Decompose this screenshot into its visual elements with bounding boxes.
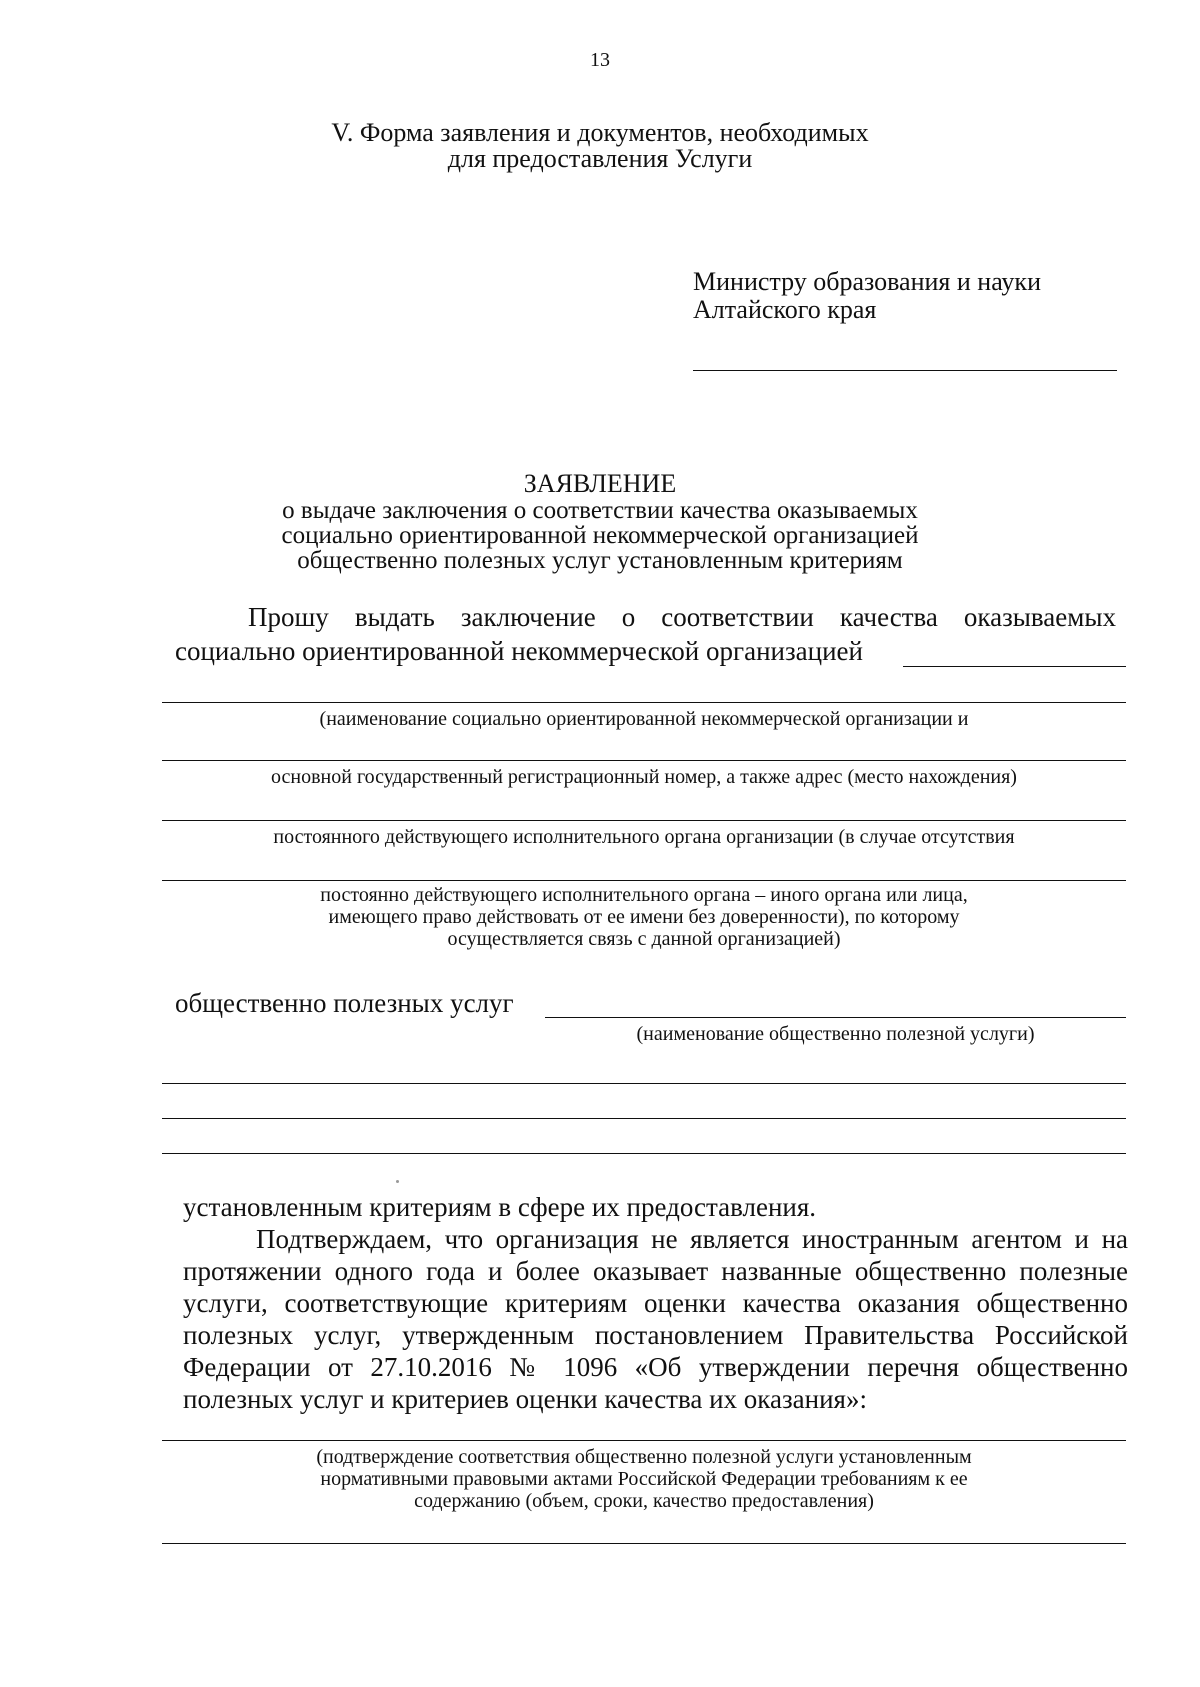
compliance-blank-line-2[interactable] — [162, 1543, 1126, 1544]
confirmation-line-2: протяжении одного года и более оказывает названные общественно полезные — [183, 1256, 1128, 1286]
scan-speck — [396, 1180, 399, 1183]
compliance-caption — [162, 1446, 1126, 1512]
subtitle-line-1: о выдаче заключения о соответствии качества оказываемых — [282, 497, 918, 524]
org-blank-line-1[interactable] — [162, 702, 1126, 703]
request-line-1: Прошу выдать заключение о соответствии качества оказываемых — [248, 602, 1116, 632]
section-heading — [250, 120, 950, 172]
org-caption-4-line-1: постоянно действующего исполнительного органа – иного органа или лица, — [320, 884, 968, 906]
addressee-line-2: Алтайского края — [693, 295, 877, 324]
org-blank-line-2[interactable] — [162, 760, 1126, 761]
org-caption-4-line-2: имеющего право действовать от ее имени без доверенности), по которому — [328, 906, 960, 928]
document-subtitle — [240, 498, 960, 573]
org-caption-4 — [162, 884, 1126, 950]
compliance-caption-line-1: (подтверждение соответствия общественно полезной услуги установленным — [316, 1446, 972, 1468]
services-label: общественно полезных услуг — [175, 988, 514, 1018]
org-caption-1: (наименование социально ориентированной некоммерческой организации и — [319, 708, 969, 730]
compliance-caption-line-3: содержанию (объем, сроки, качество предоставления) — [414, 1490, 874, 1512]
services-caption: (наименование общественно полезной услуги) — [636, 1023, 1035, 1045]
section-heading-line-1: V. Форма заявления и документов, необходимых — [331, 118, 869, 147]
addressee-blank-line[interactable] — [693, 370, 1117, 371]
confirmation-line-6: полезных услуг и критериев оценки качества их оказания»: — [183, 1384, 867, 1414]
confirmation-line-3: услуги, соответствующие критериям оценки качества оказания общественно — [183, 1288, 1128, 1318]
subtitle-line-3: общественно полезных услуг установленным критериям — [297, 547, 903, 574]
services-blank-line-2[interactable] — [162, 1118, 1126, 1119]
addressee-block — [693, 268, 1041, 324]
page-number: 13 — [590, 49, 610, 71]
subtitle-line-2: социально ориентированной некоммерческой организацией — [281, 522, 919, 549]
document-title: ЗАЯВЛЕНИЕ — [523, 469, 677, 498]
org-blank-line-4[interactable] — [162, 880, 1126, 881]
section-heading-line-2: для предоставления Услуги — [447, 144, 753, 173]
org-blank-line-3[interactable] — [162, 820, 1126, 821]
compliance-blank-line-1[interactable] — [162, 1440, 1126, 1441]
org-caption-2: основной государственный регистрационный номер, а также адрес (место нахождения) — [271, 766, 1017, 788]
addressee-line-1: Министру образования и науки — [693, 267, 1041, 296]
request-line-2: социально ориентированной некоммерческой организацией — [175, 636, 863, 666]
org-caption-3: постоянного действующего исполнительного органа организации (в случае отсутствия — [273, 826, 1015, 848]
services-blank-line-3[interactable] — [162, 1153, 1126, 1154]
confirmation-line-4: полезных услуг, утвержденным постановлением Правительства Российской — [183, 1320, 1128, 1350]
compliance-caption-line-2: нормативными правовыми актами Российской Федерации требованиям к ее — [320, 1468, 968, 1490]
confirmation-line-1: Подтверждаем, что организация не является иностранным агентом и на — [256, 1224, 1128, 1254]
services-blank-line-1[interactable] — [162, 1083, 1126, 1084]
confirmation-line-5: Федерации от 27.10.2016 № 1096 «Об утверждении перечня общественно — [183, 1352, 1128, 1382]
services-blank-inline[interactable] — [545, 1017, 1126, 1018]
org-name-blank-inline[interactable] — [903, 666, 1126, 667]
org-caption-4-line-3: осуществляется связь с данной организацией) — [447, 928, 841, 950]
criteria-line: установленным критериям в сфере их предоставления. — [183, 1192, 817, 1222]
